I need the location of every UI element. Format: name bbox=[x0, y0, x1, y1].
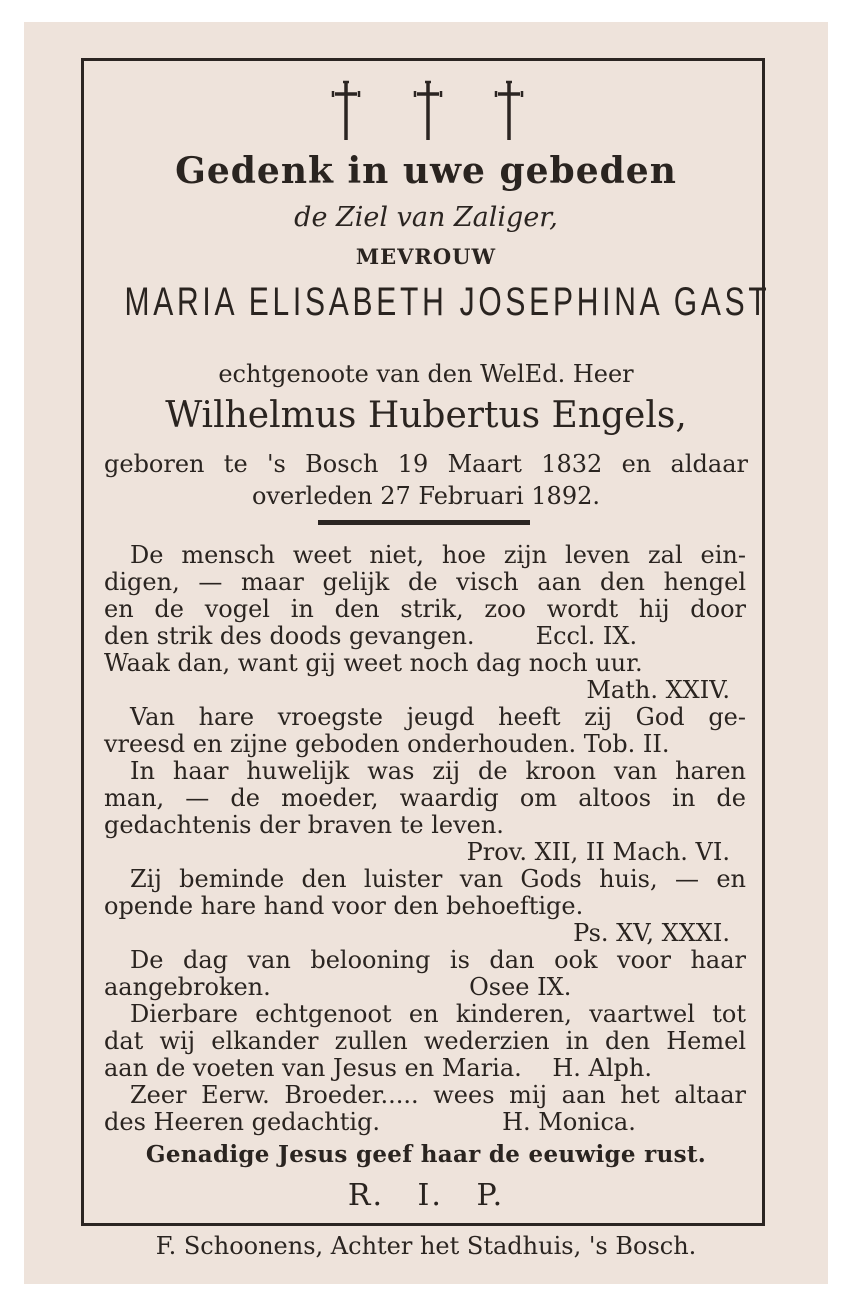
verse-line: aangebroken. Osee IX. bbox=[104, 973, 572, 1001]
rip-text: R. I. P. bbox=[347, 1178, 505, 1213]
verse-line: De dag van belooning is dan ook voor haar bbox=[130, 946, 746, 974]
verse-line: De mensch weet niet, hoe zijn leven zal ein- bbox=[130, 541, 746, 569]
verse-line: man, — de moeder, waardig om altoos in de bbox=[104, 784, 746, 812]
verse-line: digen, — maar gelijk de visch aan den hengel bbox=[104, 568, 746, 596]
deceased-name: MARIA ELISABETH JOSEPHINA GAST bbox=[124, 280, 771, 324]
cross-icon bbox=[489, 80, 529, 142]
verse-reference: Math. XXIV. bbox=[586, 676, 730, 704]
birth-line: geboren te 's Bosch 19 Maart 1832 en aldaar bbox=[104, 450, 748, 478]
printer-imprint: F. Schoonens, Achter het Stadhuis, 's Bosch. bbox=[155, 1232, 697, 1260]
verse-line: Dierbare echtgenoot en kinderen, vaartwel tot bbox=[130, 1000, 746, 1028]
verse-line: In haar huwelijk was zij de kroon van haren bbox=[130, 757, 746, 785]
divider-rule bbox=[318, 520, 530, 525]
closing-prayer: Genadige Jesus geef haar de eeuwige rust. bbox=[145, 1141, 707, 1168]
verse-line: den strik des doods gevangen. Eccl. IX. bbox=[104, 622, 638, 650]
death-line: overleden 27 Februari 1892. bbox=[251, 482, 600, 510]
heading: Gedenk in uwe gebeden bbox=[175, 150, 677, 192]
verse-line: dat wij elkander zullen wederzien in den Hemel bbox=[104, 1027, 746, 1055]
memorial-card bbox=[24, 22, 828, 1284]
cross-icon bbox=[326, 80, 366, 142]
verse-reference: Prov. XII, II Mach. VI. bbox=[466, 838, 730, 866]
verse-line: Zij beminde den luister van Gods huis, — en bbox=[130, 865, 746, 893]
verses-block bbox=[104, 542, 746, 1136]
title-mevrouw: MEVROUW bbox=[355, 244, 497, 269]
verse-line: Zeer Eerw. Broeder..... wees mij aan het altaar bbox=[130, 1081, 746, 1109]
crosses-row bbox=[24, 80, 828, 142]
verse-line: gedachtenis der braven te leven. bbox=[104, 811, 504, 839]
verse-line: opende hare hand voor den behoeftige. bbox=[104, 892, 584, 920]
verse-line: Van hare vroegste jeugd heeft zij God ge- bbox=[130, 703, 746, 731]
verse-line: vreesd en zijne geboden onderhouden. Tob. II. bbox=[104, 730, 670, 758]
verse-line: Waak dan, want gij weet noch dag noch uur. bbox=[104, 649, 643, 677]
spouse-name: Wilhelmus Hubertus Engels, bbox=[165, 395, 687, 436]
ziel-line: de Ziel van Zaliger, bbox=[294, 202, 558, 233]
verse-line: en de vogel in den strik, zoo wordt hij door bbox=[104, 595, 746, 623]
verse-reference: Ps. XV, XXXI. bbox=[573, 919, 730, 947]
cross-icon bbox=[408, 80, 448, 142]
verse-line: des Heeren gedachtig. H. Monica. bbox=[104, 1108, 636, 1136]
spouse-intro: echtgenoote van den WelEd. Heer bbox=[218, 360, 634, 388]
verse-line: aan de voeten van Jesus en Maria. H. Alph. bbox=[104, 1054, 652, 1082]
